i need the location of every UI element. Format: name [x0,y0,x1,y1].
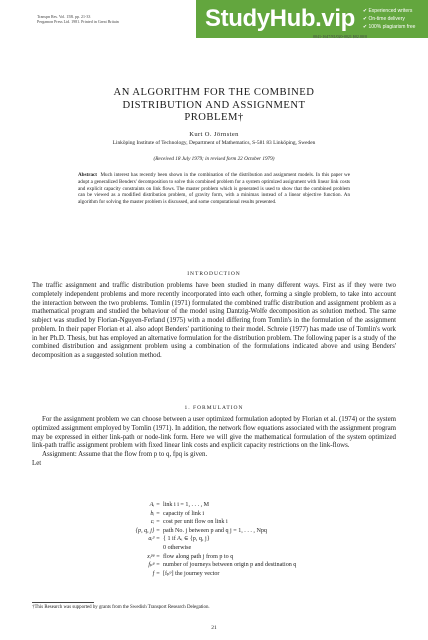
banner-features [363,7,416,31]
formulation-paragraph: For the assignment problem we can choose between a user optimized formulation adopted by Florian et al. (1974) or the system optimized assignment employed by Tomlin (1971). In addition, the network flow equations associated with the assignment program may be expressed in either link-path or node-link form. Here we will give the mathematical formulation of the system optimized link-path traffic assignment problem with fixed linear link costs and explicit capacity restrictions on the link-flows. [32,416,396,450]
definition-text: path No. j between p and q j = 1, . . . , Npq [163,527,267,534]
definition-list [120,501,400,578]
section-heading-introduction: INTRODUCTION [187,271,241,277]
journal-line: Transpn Res. Vol. 15B. pp. 21-33 [37,14,91,19]
footnote: †This Research was supported by grants from the Swedish Transport Research Delegation. [32,605,210,610]
definition-symbol: bᵢ = [150,510,160,517]
definition-symbol: fₚᵠ = [148,562,160,569]
definition-symbol: {p, q, j} = [135,527,160,534]
paper-title [70,87,358,125]
definition-symbol: Aᵢ = [149,502,160,508]
abstract [78,172,350,206]
introduction-text [32,282,396,361]
title-line: DISTRIBUTION AND ASSIGNMENT [122,99,306,111]
footnote-divider [32,602,94,603]
definition-row [120,527,400,536]
article-code: 0041-1647/81/020-0021 $02.00/0 [313,34,367,39]
banner-feature: ✔ Experienced writers [362,8,413,14]
definition-text: cost per unit flow on link i [163,519,228,526]
definition-row [120,510,400,519]
definition-symbol: xᵢᵖᵠ = [147,553,160,560]
title-line: PROBLEM† [184,112,244,123]
definition-text: [fₚᵠ] the journey vector [163,570,220,577]
definition-symbol [120,544,163,553]
banner-feature: ✔ 100% plagiarism free [362,24,416,30]
banner-feature: ✔ On-time delivery [362,16,405,22]
definition-row [120,561,400,570]
author-affiliation: Linköping Institute of Technology, Department of Mathematics, S-581 83 Linköping, Sweden [112,140,316,146]
definition-symbol: f = [152,570,160,577]
page-number: 21 [211,625,217,631]
definition-text: number of journeys between origin p and destination q [163,562,297,569]
definition-row [120,544,400,553]
journal-line: Pergamon Press Ltd. 1981. Printed in Great Britain [37,19,119,24]
definition-text: link i i = 1, . . . , M [163,502,210,508]
author-name: Kurt O. Jörnsten [189,131,239,138]
definition-row [120,518,400,527]
let-label: Let [32,459,42,467]
formulation-text [32,416,396,469]
definition-row [120,570,400,579]
abstract-label: Abstract [78,172,97,178]
definition-row [120,535,400,544]
assignment-assumption: Assignment: Assume that the flow from p to q, fpq is given. [42,451,208,458]
definition-row [120,501,400,510]
definition-symbol: cᵢ = [150,519,160,526]
journal-info [37,14,119,24]
section-heading-formulation: 1. FORMULATION [184,405,244,411]
definition-text: { 1 if Aᵢ ∈ {p, q, j} [163,536,210,543]
introduction-paragraph: The traffic assignment and traffic distribution problems have been studied in many different ways. First as if they were two completely independent problems and more recently incorporated into each other, forming a single problem, to take into account the interaction between the two problems. Tomlin (1971) formulated the combined traffic distribution and assignment problem as a mathematical program and studied the behaviour of the model using Dantzig-Wolfe decomposition as solution method. The same subject was studied by Florian-Nguyen-Ferland (1975) with a model differing from Tomlin's in the formulation of the assignment problem. In their paper Florian et al. also adopt Benders' partitioning to their model. Schreie (1977) has made use of Tomlin's work in her Ph.D. Thesis, but has employed an alternative formulation for the distribution problem. The following paper is a study of the combined distribution and assignment problem using a combination of the formulations indicated above and using Benders' decomposition as a suggested solution method. [32,282,396,359]
definition-text: 0 otherwise [163,544,192,551]
definition-row [120,553,400,562]
definition-text: capacity of link i [163,510,205,517]
title-line: AN ALGORITHM FOR THE COMBINED [113,87,315,98]
definition-text: flow along path j from p to q [163,553,234,560]
definition-symbol: aᵢʲʲ = [148,536,160,543]
received-dates: (Received 18 July 1979; in revised form 22 October 1979) [153,156,275,162]
abstract-text: Much interest has recently been shown in the combination of the distribution and assignment models. In this paper we adopt a generalized Benders' decomposition to solve this combined problem for a system optimized assignment with linear link costs and explicit capacity constraints on link flows. The master problem which is generated is used to show that the combined problem can be viewed as a modified distribution problem, of gravity form, with a minimax instead of a linear objective function. An algorithm for solving the master problem is discussed, and some computational results presented. [78,172,350,205]
ad-banner[interactable] [196,0,428,38]
banner-brand[interactable]: StudyHub.vip [205,5,355,32]
